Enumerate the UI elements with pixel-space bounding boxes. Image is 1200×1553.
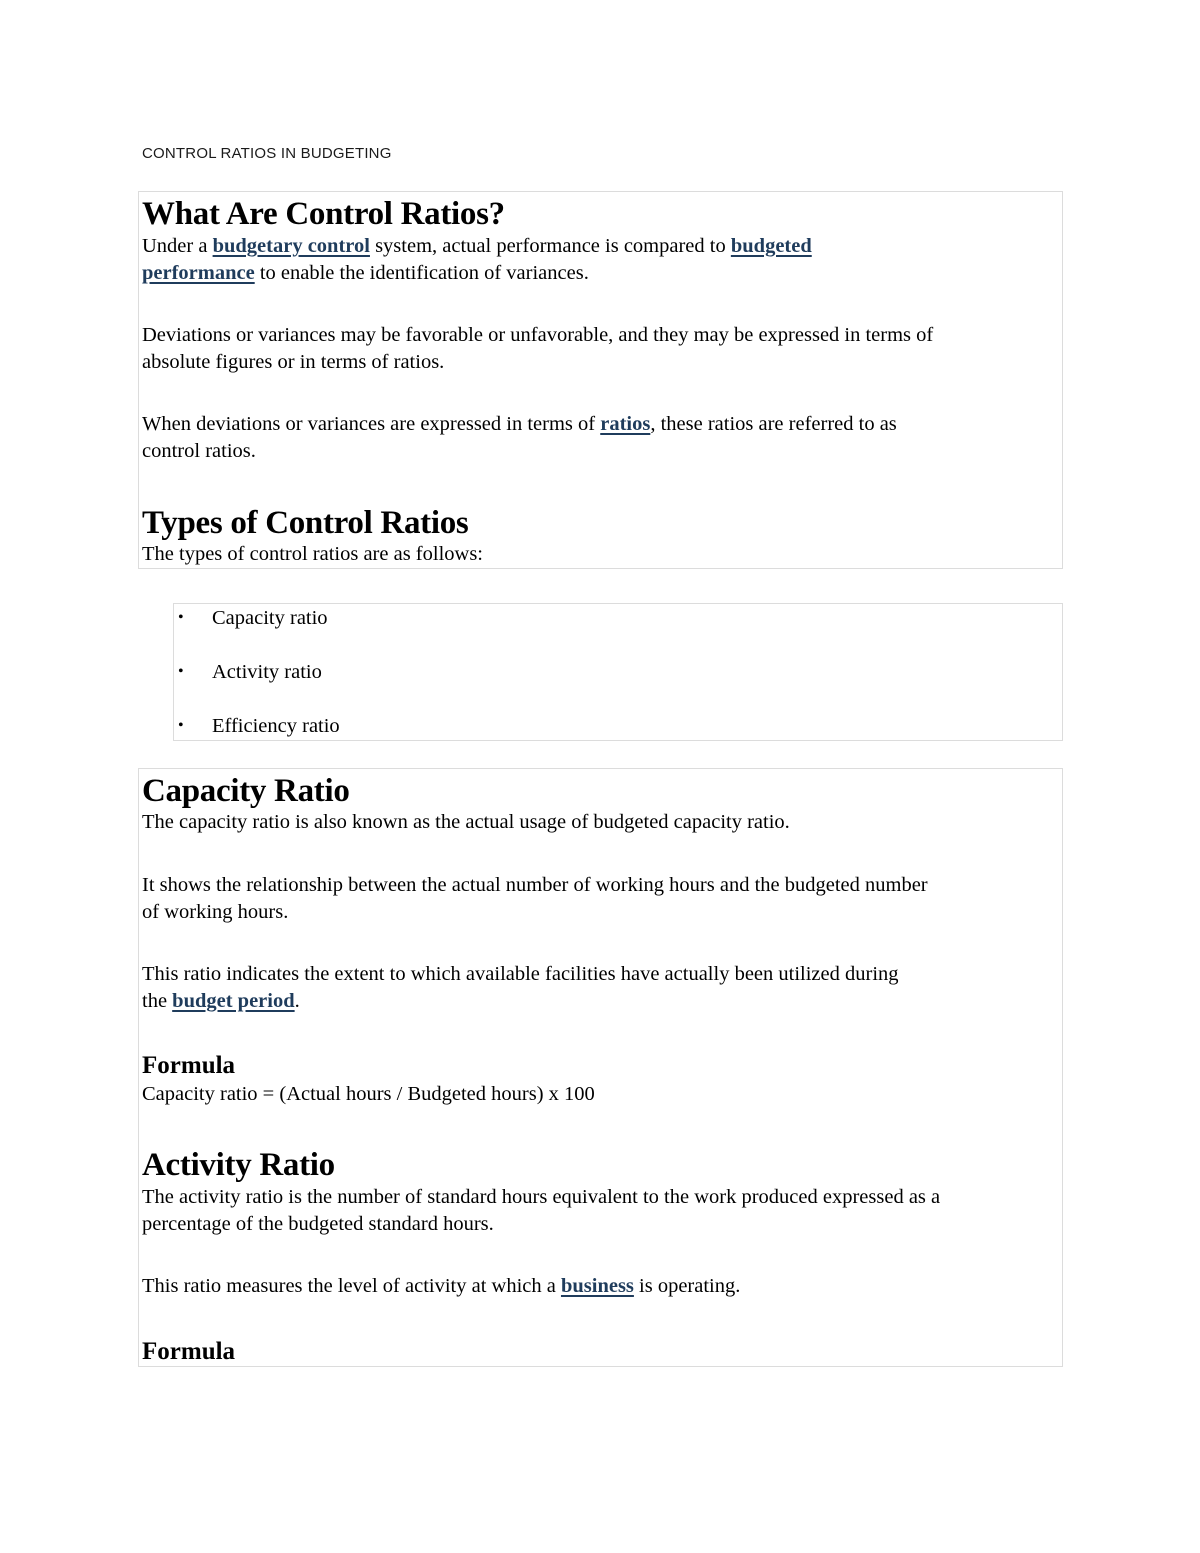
heading-capacity-ratio: Capacity Ratio [142,773,350,809]
paragraph-capacity-extent-line2 [142,988,300,1015]
paragraph-capacity-definition: The capacity ratio is also known as the actual usage of budgeted capacity ratio. [142,811,790,833]
paragraph-capacity-relationship-line2: of working hours. [142,901,289,923]
bullet-icon: • [178,663,184,680]
text-segment: . [294,990,300,1012]
paragraph-deviations-line2: absolute figures or in terms of ratios. [142,351,445,373]
paragraph-ratios-line2: control ratios. [142,440,256,462]
list-item [176,658,1056,712]
list-item-label: Efficiency ratio [212,715,340,737]
paragraph-capacity-relationship-line1: It shows the relationship between the actual number of working hours and the budgeted number [142,874,928,896]
link-ratios[interactable]: ratios [600,413,651,435]
paragraph-capacity-extent-line1: This ratio indicates the extent to which available facilities have actually been utilized during [142,963,899,985]
link-budget-period[interactable]: budget period [172,990,295,1012]
link-business[interactable]: business [560,1275,634,1297]
text-segment: When deviations or variances are expressed in terms of [142,413,601,435]
paragraph-activity-definition-line1: The activity ratio is the number of standard hours equivalent to the work produced expressed as a [142,1186,941,1208]
paragraph-activity-definition-line2: percentage of the budgeted standard hours. [142,1213,494,1235]
paragraph-types-intro: The types of control ratios are as follows: [142,543,484,565]
paragraph-intro-line2 [142,260,589,287]
link-budgetary-control[interactable]: budgetary control [212,235,370,257]
paragraph-deviations-line1: Deviations or variances may be favorable or unfavorable, and they may be expressed in terms of [142,324,934,346]
text-segment: system, actual performance is compared to [369,235,731,257]
list-item-label: Capacity ratio [212,607,328,629]
list-item [176,712,1056,766]
heading-activity-ratio: Activity Ratio [142,1147,335,1183]
text-segment: to enable the identification of variances. [254,262,589,284]
text-segment: This ratio measures the level of activity at which a [142,1275,561,1297]
text-segment: Under a [142,235,213,257]
text-segment: , these ratios are referred to as [650,413,897,435]
paragraph-intro-line1 [142,233,812,260]
types-list [176,604,1056,766]
text-segment: is operating. [633,1275,741,1297]
link-budgeted-performance-cont[interactable]: performance [142,262,255,284]
paragraph-ratios-line1 [142,411,897,438]
heading-types-of-control-ratios: Types of Control Ratios [142,505,469,541]
bullet-icon: • [178,609,184,626]
heading-capacity-formula: Formula [142,1052,236,1079]
list-item [176,604,1056,658]
link-budgeted-performance[interactable]: budgeted [730,235,812,257]
text-segment: the [142,990,173,1012]
document-header: CONTROL RATIOS IN BUDGETING [142,145,392,162]
capacity-formula: Capacity ratio = (Actual hours / Budgeted hours) x 100 [142,1083,595,1105]
list-item-label: Activity ratio [212,661,322,683]
heading-what-are-control-ratios: What Are Control Ratios? [142,196,505,232]
heading-activity-formula: Formula [142,1338,236,1365]
bullet-icon: • [178,717,184,734]
paragraph-activity-measures [142,1273,740,1300]
